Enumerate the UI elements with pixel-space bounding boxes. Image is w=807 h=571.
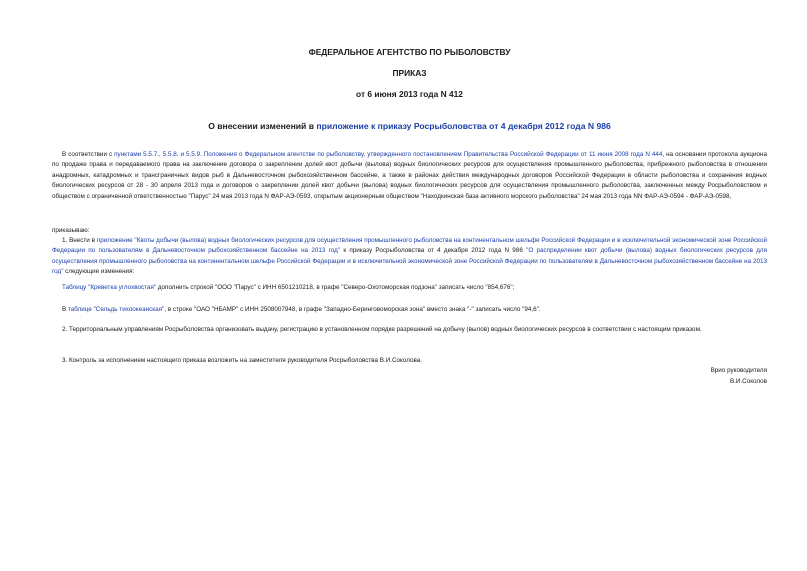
title-link[interactable]: приложение к приказу Росрыболовства от 4 декабря 2012 года N 986 xyxy=(316,121,611,131)
change-1-text: дополнить строкой "ООО "Парус" с ИНН 6501210218, в графе "Северо-Охотоморская подзона" записать число "854,676"; xyxy=(156,284,515,291)
preamble-paragraph xyxy=(52,150,767,202)
item-3-paragraph: 3. Контроль за исполнением настоящего приказа возложить на заместителя руководителя Росрыболовства В.И.Соколова. xyxy=(62,357,423,364)
change-1-paragraph xyxy=(52,283,767,293)
change-2-text-2: , в строке "ОАО "НБАМР" с ИНН 2508007948, в графе "Западно-Беринговоморская зона" вместо знака "-" записать число "94,6". xyxy=(164,306,541,313)
document-date-number: от 6 июня 2013 года N 412 xyxy=(356,89,463,99)
preamble-link-regulation[interactable]: пунктами 5.5.7., 5.5.8. и 5.5.9. Положения о Федеральном агентстве по рыболовству, утвержденного постановлением Правительства Российской Федерации от 11 июня 2008 года N 444 xyxy=(114,151,663,158)
item-1-text-2: к приказу Росрыболовства от 4 декабря 2012 года N 986 xyxy=(340,247,527,255)
item-1-paragraph xyxy=(52,236,767,278)
orders-label: приказываю: xyxy=(52,227,90,234)
change-2-text-1: В xyxy=(62,306,68,313)
agency-name: ФЕДЕРАЛЬНОЕ АГЕНТСТВО ПО РЫБОЛОВСТВУ xyxy=(308,47,511,57)
document-type: ПРИКАЗ xyxy=(392,68,427,78)
title-prefix: О внесении изменений в xyxy=(208,121,317,131)
item-1-link-order-title[interactable]: "О распределении квот добычи (вылова) водных биологических ресурсов для осуществления промышленного рыболовства на континентальном шельфе Российской Федерации и в исключительной экономической зоне Российской Федерации по пользователям в Дальневосточном рыбохозяйственном бассейне на 2013 год" xyxy=(52,247,768,276)
preamble-text-2: , на основании протокола аукциона по продаже права и передаваемого права на заключение договора о закреплении долей квот добычи (вылова) водных биологических ресурсов для осуществления промышленного рыболовства, прибрежного рыболовства в отношении анадромных, катадромных и трансграничных видов рыб в Дальневосточном рыбохозяйственном бассейне, а также в районах действия международных договоров Российской Федерации в области рыболовства и сохранения водных биологических ресурсов от 28 - 30 апреля 2013 года и договоров о закреплении долей квот добычи (вылова) водных биологических ресурсов для осуществления промышленного рыболовства, заключенных между Росрыболовством и обществом с ограниченной ответственностью "Парус" 24 мая 2013 года N ФАР-АЭ-0593, открытым акционерным обществом "Находкинская база активного морского рыболовства" 24 мая 2013 года NN ФАР-АЭ-0594 - ФАР-АЭ-0598, xyxy=(52,151,768,200)
item-1-text-1: 1. Внести в xyxy=(62,237,97,244)
signature-position: Врио руководителя xyxy=(710,367,767,374)
change-2-link-table[interactable]: таблице "Сельдь тихоокеанская" xyxy=(67,306,165,313)
item-1-link-appendix[interactable]: приложение "Квоты добычи (вылова) водных биологических ресурсов для осуществления промышленного рыболовства на континентальном шельфе Российской Федерации и в исключительной экономической зоне Российской Федерации по пользователям в Дальневосточном рыбохозяйственном бассейне на 2013 год" xyxy=(52,237,767,255)
change-2-paragraph xyxy=(52,305,767,315)
signature-name: В.И.Соколов xyxy=(729,378,767,385)
item-1-text-3: следующие изменения: xyxy=(63,268,135,276)
preamble-text-1: В соответствии с xyxy=(62,151,115,158)
document-title xyxy=(52,121,767,131)
item-2-paragraph: 2. Территориальным управлениям Росрыболовства организовать выдачу, регистрацию в установленном порядке разрешений на добычу (вылов) водных биологических ресурсов в соответствии с настоящим приказом. xyxy=(62,326,702,333)
change-1-link-table[interactable]: Таблицу "Креветка углохвостая" xyxy=(62,284,157,291)
